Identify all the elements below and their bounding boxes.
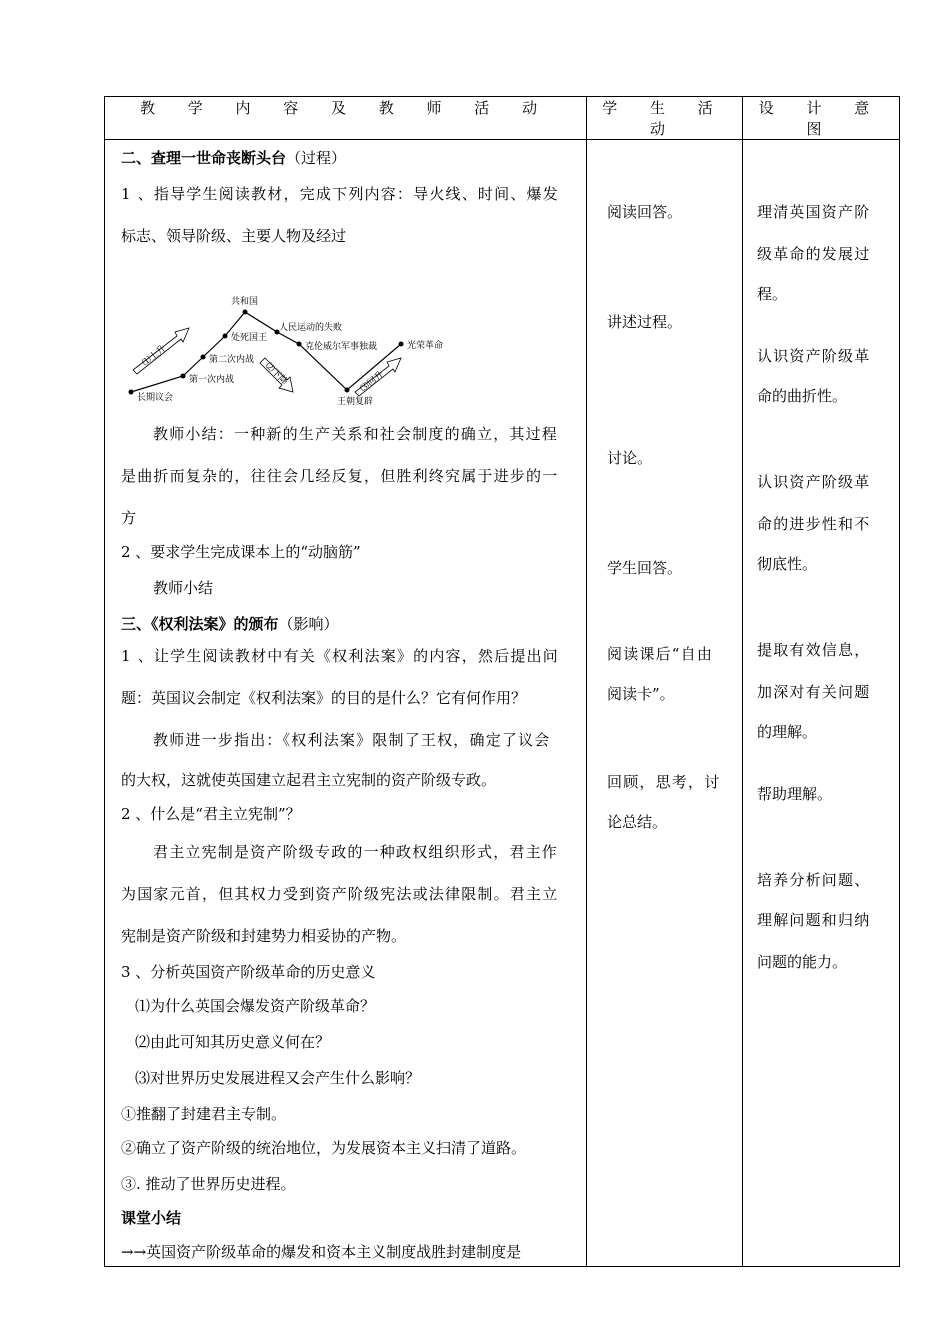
question-3: ⑶对世界历史发展进程又会产生什么影响？ <box>135 1069 421 1087</box>
s3-definition-c: 宪制是资产阶级和封建势力相妥协的产物。 <box>121 927 407 945</box>
section-2-title-text: 二、查理一世命丧断头台 <box>121 149 287 167</box>
student-activity-cell <box>587 140 743 1267</box>
label-execute-king: 处死国王 <box>231 333 268 343</box>
design-6a: 培养分析问题、 <box>757 871 871 889</box>
design-4b: 加深对有关问题 <box>757 683 871 701</box>
design-4c: 的理解。 <box>757 723 818 741</box>
design-5: 帮助理解。 <box>757 785 833 803</box>
label-second-war: 第二次内战 <box>209 355 255 365</box>
final-summary-line: →→英国资产阶级革命的爆发和资本主义制度战胜封建制度是 <box>121 1243 522 1261</box>
student-activity-4: 学生回答。 <box>607 559 683 577</box>
revolution-process-diagram <box>119 292 459 412</box>
label-rise-again: ⑶回升 <box>358 369 387 395</box>
student-activity-2: 讲述过程。 <box>607 313 683 331</box>
label-long-parliament: 长期议会 <box>137 393 174 403</box>
design-2a: 认识资产阶级革 <box>757 347 871 365</box>
design-3c: 彻底性。 <box>757 555 818 573</box>
header-design-intent: 设 计 意 图 <box>743 97 900 140</box>
s3-definition-a: 君主立宪制是资产阶级专政的一种政权组织形式，君主作 <box>153 843 559 861</box>
student-activity-5b: 阅读卡”。 <box>607 685 675 703</box>
design-6c: 问题的能力。 <box>757 953 848 971</box>
table-body-row <box>105 140 900 1267</box>
s3-definition-b: 为国家元首，但其权力受到资产阶级宪法或法律限制。君主立 <box>121 885 559 903</box>
s3-paragraph-1a: 1 、让学生阅读教材中有关《权利法案》的内容，然后提出问 <box>121 647 559 665</box>
label-republic: 共和国 <box>231 297 259 307</box>
design-1a: 理清英国资产阶 <box>757 203 871 221</box>
fall-arrow <box>260 358 293 392</box>
section-2-title <box>121 148 346 168</box>
summary1-line-b: 是曲折而复杂的，往往会几经反复，但胜利终究属于进步的一 <box>121 467 559 485</box>
question-1: ⑴为什么英国会爆发资产阶级革命？ <box>135 997 376 1015</box>
header-teaching-content: 教 学 内 容 及 教 师 活 动 <box>105 97 587 140</box>
s3-paragraph-3: 3 、分析英国资产阶级革命的历史意义 <box>121 963 376 981</box>
section-2-title-note: （过程） <box>286 149 347 167</box>
s2-teacher-summary: 教师小结 <box>153 579 214 597</box>
label-cromwell: 克伦威尔军事独裁 <box>305 342 378 352</box>
label-first-war: 第一次内战 <box>189 375 235 385</box>
student-activity-6b: 论总结。 <box>607 813 668 831</box>
s3-paragraph-1c: 教师进一步指出：《权利法案》限制了王权，确定了议会 <box>153 731 551 749</box>
node-republic <box>243 310 248 315</box>
answer-1: ①推翻了封建君主专制。 <box>121 1105 287 1123</box>
s2-paragraph-1a: 1 、指导学生阅读教材，完成下列内容：导火线、时间、爆发 <box>121 185 559 203</box>
label-rise: ⑴上升 <box>140 343 169 369</box>
design-1b: 级革命的发展过 <box>757 245 871 263</box>
node-first-war <box>181 374 186 379</box>
lesson-plan-table <box>104 96 900 1267</box>
student-activity-6a: 回顾，思考，讨 <box>607 773 721 791</box>
s3-paragraph-1d: 的大权，这就使英国建立起君主立宪制的资产阶级专政。 <box>121 771 497 789</box>
rise-arrow <box>133 328 189 374</box>
node-cromwell <box>297 342 302 347</box>
node-restoration <box>345 388 350 393</box>
label-fall: ⑵下降 <box>262 361 290 388</box>
design-6b: 理解问题和归纳 <box>757 911 871 929</box>
node-execute-king <box>223 334 228 339</box>
table-header-row <box>105 97 900 140</box>
process-curve <box>131 312 401 395</box>
design-3a: 认识资产阶级革 <box>757 473 871 491</box>
node-long-parliament <box>129 390 134 395</box>
student-activity-1: 阅读回答。 <box>607 203 683 221</box>
label-restoration: 王朝复辟 <box>337 397 374 407</box>
label-glorious: 光荣革命 <box>407 341 444 351</box>
design-intent-cell <box>743 140 900 1267</box>
s2-paragraph-1b: 标志、领导阶级、主要人物及经过 <box>121 227 347 245</box>
design-2b: 命的曲折性。 <box>757 387 848 405</box>
section-3-title-note: （影响） <box>278 615 339 633</box>
s3-paragraph-1b: 题：英国议会制定《权利法案》的目的是什么？它有何作用？ <box>121 689 527 707</box>
answer-3: ③. 推动了世界历史进程。 <box>121 1175 296 1193</box>
node-second-war <box>201 355 206 360</box>
teaching-content-cell <box>105 140 587 1267</box>
design-3b: 命的进步性和不 <box>757 515 871 533</box>
section-3-title-text: 三、《权利法案》的颁布 <box>121 615 279 633</box>
student-activity-5a: 阅读课后“自由 <box>607 645 714 663</box>
design-4a: 提取有效信息， <box>757 641 871 659</box>
summary1-line-a: 教师小结：一种新的生产关系和社会制度的确立，其过程 <box>153 425 559 443</box>
answer-2: ②确立了资产阶级的统治地位，为发展资本主义扫清了道路。 <box>121 1139 527 1157</box>
question-2: ⑵由此可知其历史意义何在？ <box>135 1033 331 1051</box>
student-activity-3: 讨论。 <box>607 449 653 467</box>
s2-paragraph-2: 2 、要求学生完成课本上的“动脑筋” <box>121 543 361 561</box>
label-people-fail: 人民运动的失败 <box>279 323 343 333</box>
header-student-activity: 学 生 活 动 <box>587 97 743 140</box>
section-3-title <box>121 614 339 634</box>
class-summary-heading: 课堂小结 <box>121 1209 182 1227</box>
s3-paragraph-2: 2 、什么是“君主立宪制”？ <box>121 805 301 823</box>
summary1-line-c: 方 <box>121 509 137 527</box>
node-glorious <box>399 342 404 347</box>
design-1c: 程。 <box>757 285 788 303</box>
